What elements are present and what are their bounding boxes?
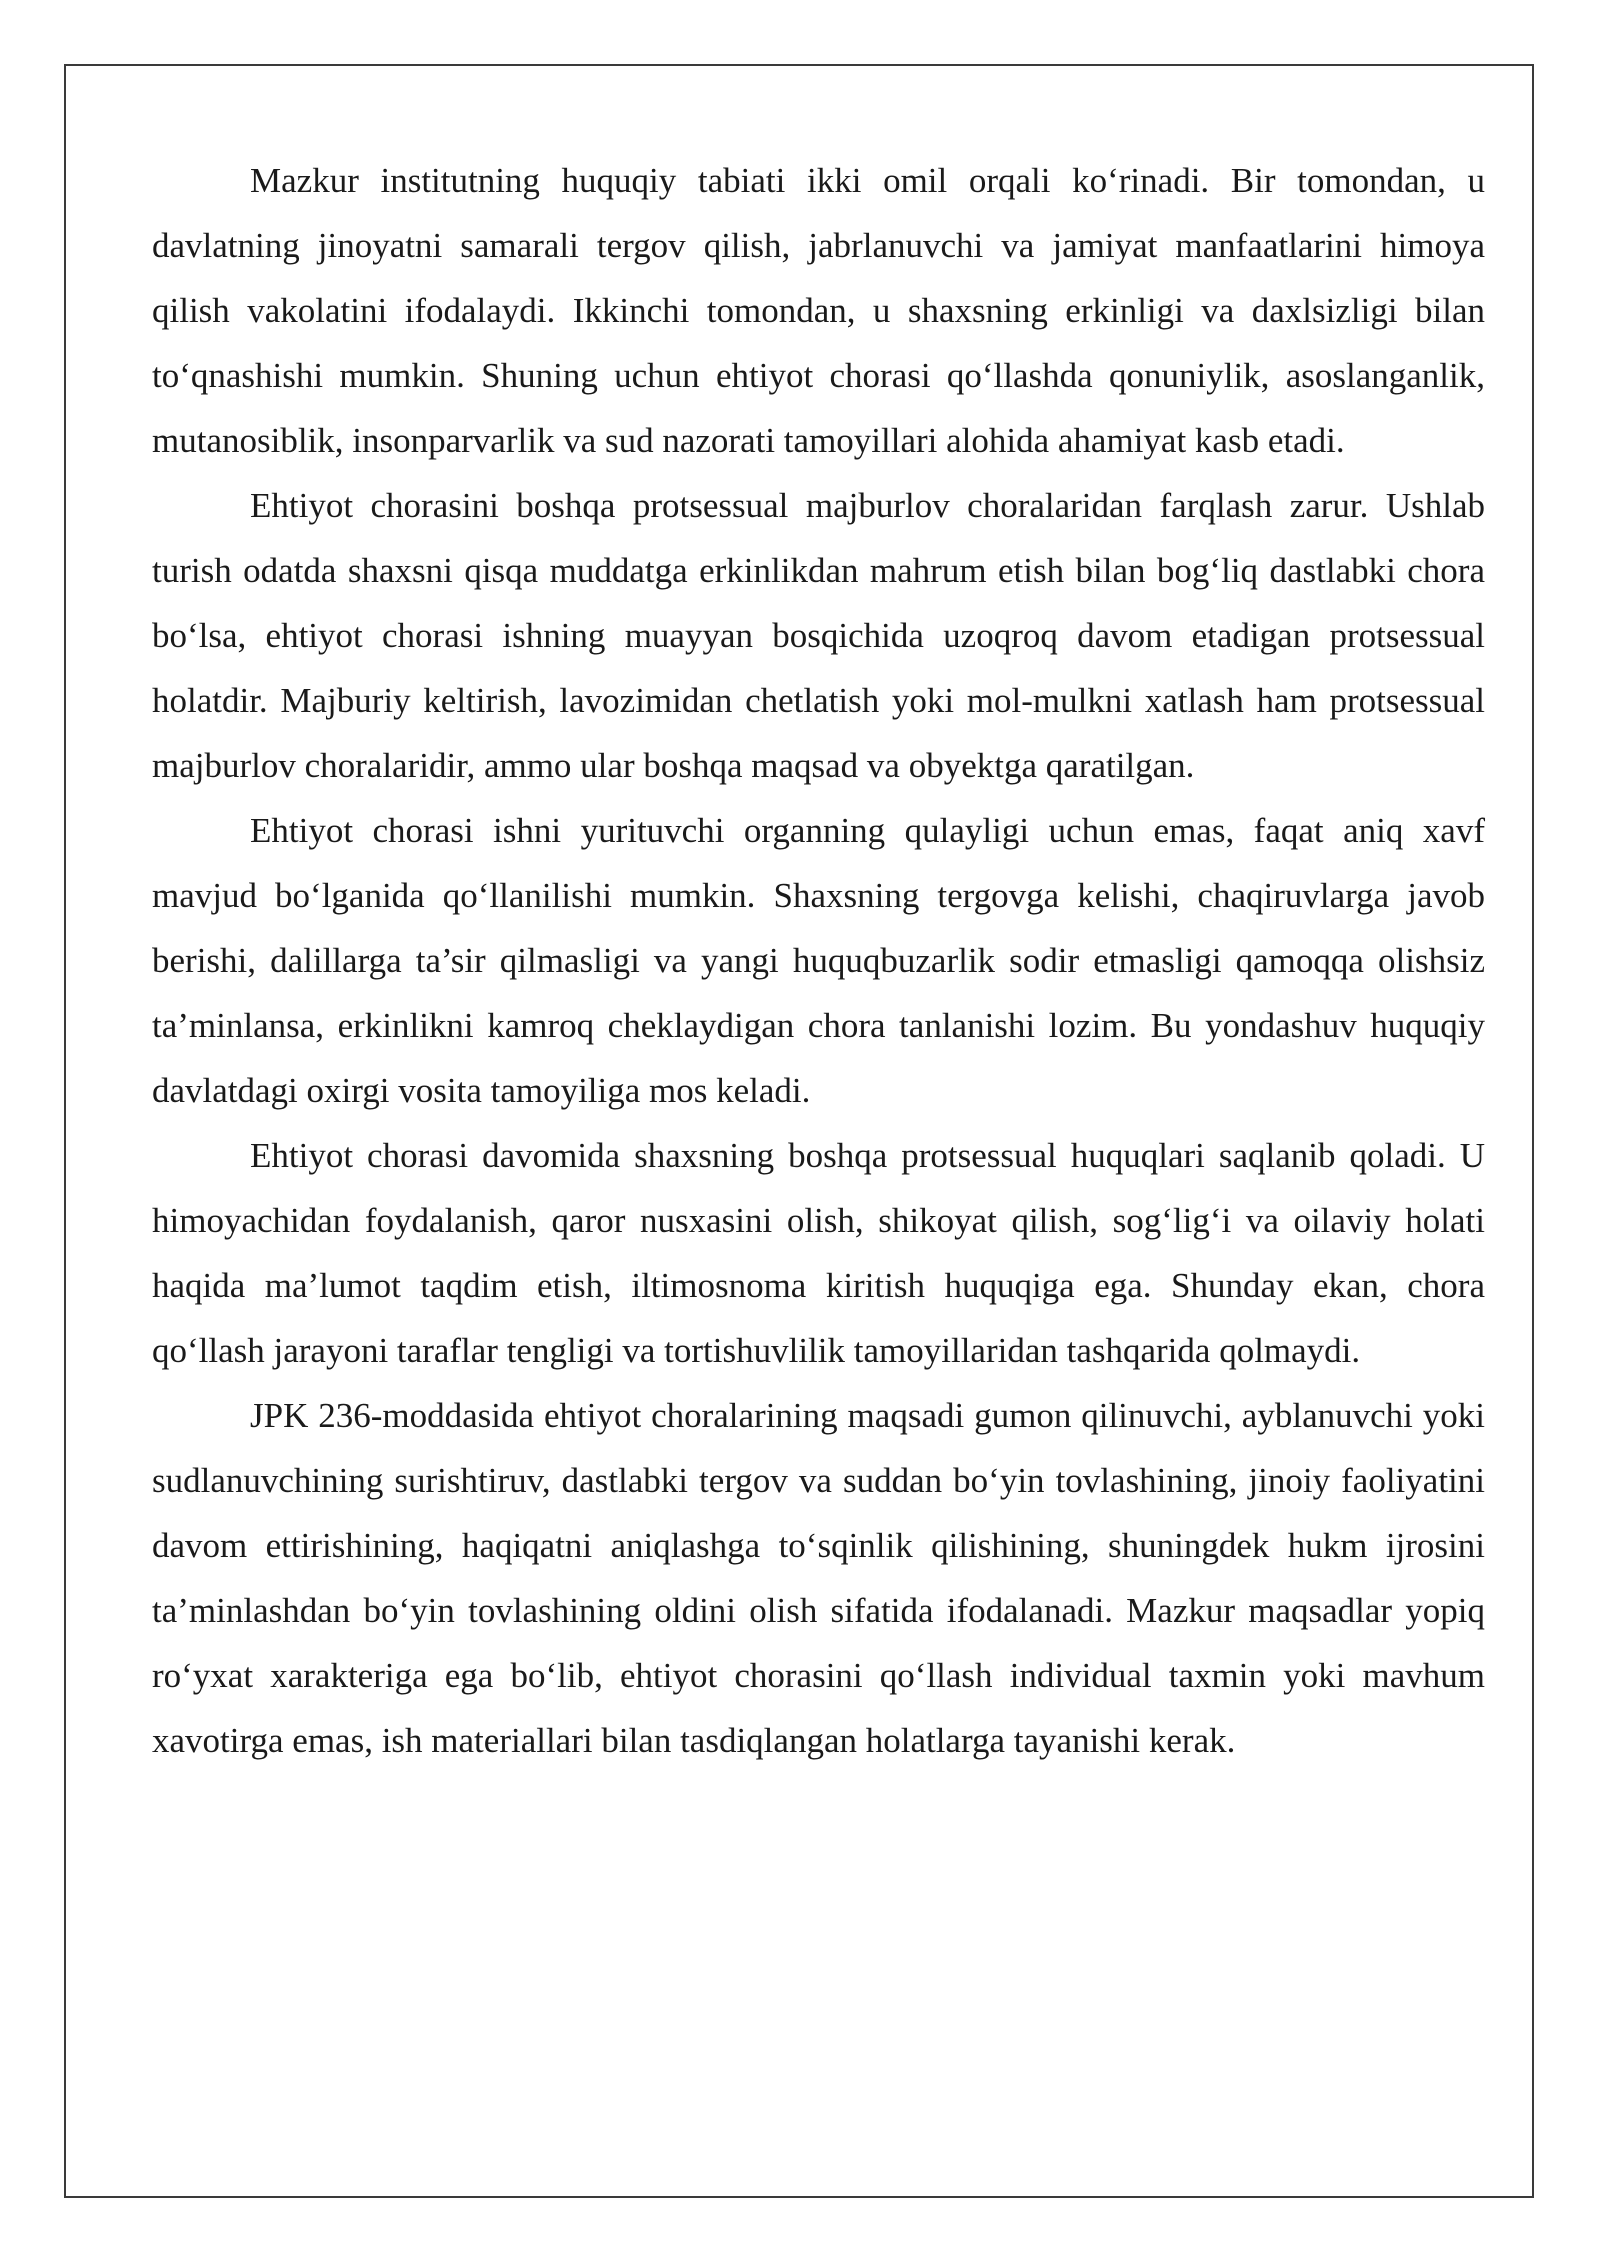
document-body [152,148,1485,1773]
paragraph: Mazkur institutning huquqiy tabiati ikki omil orqali ko‘rinadi. Bir tomondan, u davlatning jinoyatni samarali tergov qilish, jabrlanuvchi va jamiyat manfaatlarini himoya qilish vakolatini ifodalaydi. Ikkinchi tomondan, u shaxsning erkinligi va daxlsizligi bilan to‘qnashishi mumkin. Shuning uchun ehtiyot chorasi qo‘llashda qonuniylik, asoslanganlik, mutanosiblik, insonparvarlik va sud nazorati tamoyillari alohida ahamiyat kasb etadi. [152,161,1485,460]
paragraph: Ehtiyot chorasi davomida shaxsning boshqa protsessual huquqlari saqlanib qoladi. U himoyachidan foydalanish, qaror nusxasini olish, shikoyat qilish, sog‘lig‘i va oilaviy holati haqida ma’lumot taqdim etish, iltimosnoma kiritish huquqiga ega. Shunday ekan, chora qo‘llash jarayoni taraflar tengligi va tortishuvlilik tamoyillaridan tashqarida qolmaydi. [152,1136,1485,1370]
paragraph: Ehtiyot chorasi ishni yurituvchi organning qulayligi uchun emas, faqat aniq xavf mavjud bo‘lganida qo‘llanilishi mumkin. Shaxsning tergovga kelishi, chaqiruvlarga javob berishi, dalillarga ta’sir qilmasligi va yangi huquqbuzarlik sodir etmasligi qamoqqa olishsiz ta’minlansa, erkinlikni kamroq cheklaydigan chora tanlanishi lozim. Bu yondashuv huquqiy davlatdagi oxirgi vosita tamoyiliga mos keladi. [152,811,1485,1110]
paragraph: Ehtiyot chorasini boshqa protsessual majburlov choralaridan farqlash zarur. Ushlab turish odatda shaxsni qisqa muddatga erkinlikdan mahrum etish bilan bog‘liq dastlabki chora bo‘lsa, ehtiyot chorasi ishning muayyan bosqichida uzoqroq davom etadigan protsessual holatdir. Majburiy keltirish, lavozimidan chetlatish yoki mol-mulkni xatlash ham protsessual majburlov choralaridir, ammo ular boshqa maqsad va obyektga qaratilgan. [152,486,1485,785]
paragraph: JPK 236-moddasida ehtiyot choralarining maqsadi gumon qilinuvchi, ayblanuvchi yoki sudlanuvchining surishtiruv, dastlabki tergov va suddan bo‘yin tovlashining, jinoiy faoliyatini davom ettirishining, haqiqatni aniqlashga to‘sqinlik qilishining, shuningdek hukm ijrosini ta’minlashdan bo‘yin tovlashining oldini olish sifatida ifodalanadi. Mazkur maqsadlar yopiq ro‘yxat xarakteriga ega bo‘lib, ehtiyot chorasini qo‘llash individual taxmin yoki mavhum xavotirga emas, ish materiallari bilan tasdiqlangan holatlarga tayanishi kerak. [152,1396,1485,1760]
